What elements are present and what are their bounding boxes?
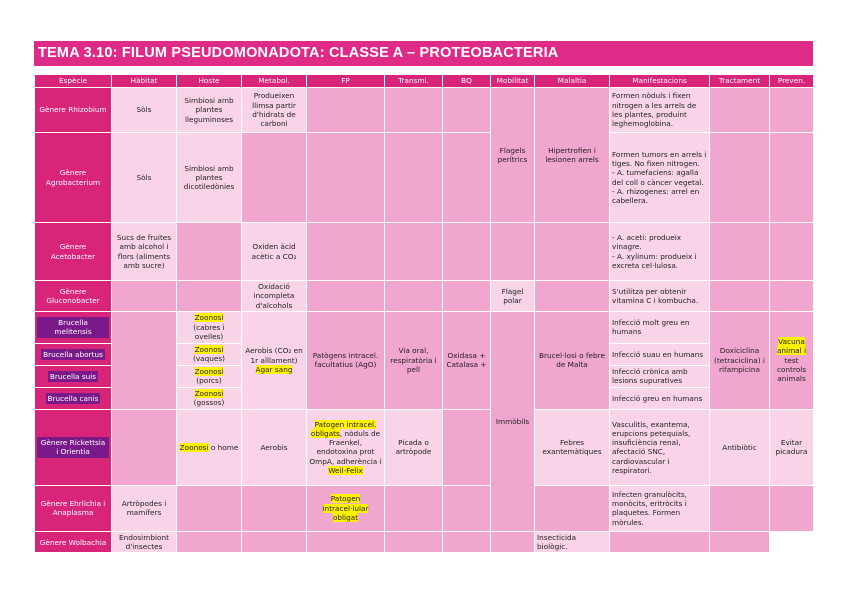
metab-cell: Aerobis	[242, 409, 307, 485]
table-row	[35, 409, 814, 485]
prev-highlight: Vacuna animal i	[776, 337, 807, 356]
host-text: (cabres i ovelles)	[193, 322, 225, 342]
manif-line: Formen tumors en arrels i tiges. No fixen nitrogen.	[612, 149, 707, 168]
host-cell	[177, 409, 242, 485]
table-row	[35, 133, 814, 223]
host-cell	[177, 387, 242, 409]
prev-text: test controls animals	[776, 355, 807, 384]
manif-cell: Vasculitis, exantema, erupcions petequials, insuficiència renal, afectació SNC, cardiovascular i respiratori.	[610, 409, 710, 485]
prev-cell: Evitar picadura	[770, 409, 814, 485]
fp-cell: Patògens intracel. facultatius (AgO)	[307, 311, 385, 409]
manif-cell: Formen nòduls i fixen nitrogen a les arrels de les plantes, produint leghemoglobina.	[610, 88, 710, 133]
habitat-cell: Sucs de fruites amb alcohol i flors (aliments amb sucre)	[112, 223, 177, 281]
table-row	[35, 531, 814, 553]
treat-cell: Doxiciclina (tetraciclina) i rifampicina	[710, 311, 770, 409]
trans-cell: Via oral, respiratòria i pell	[385, 311, 443, 409]
species-cell	[35, 343, 112, 365]
bq-cell: Oxidasa + Catalasa +	[443, 311, 491, 409]
fp-highlight: Patogen intracel·lular obligat	[322, 494, 369, 523]
species-cell: Gènere Wolbachia	[35, 531, 112, 553]
host-text: (vaques)	[192, 354, 226, 364]
host-cell: Simbiosi amb plantes lleguminoses	[177, 88, 242, 133]
zoonosi-highlight: Zoonosi	[194, 367, 224, 377]
header-cell: Malaltia	[535, 75, 610, 88]
manif-cell: Infecten granulòcits, monòcits, eritròcits i plaquetes. Formen mòrules.	[610, 485, 710, 531]
metab-cell: Oxidació incompleta d'alcohols	[242, 281, 307, 312]
metab-cell: Oxiden àcid acètic a CO₂	[242, 223, 307, 281]
manif-line: - A. tumefaciens: agalla del coll o càncer vegetal.	[612, 168, 704, 187]
metab-text: Aerobis (CO₂ en 1r aïllament)	[245, 346, 303, 365]
fp-text: , nòduls de Fraenkel, endotoxina prot OmpA, adherència i	[309, 428, 382, 466]
species-tag: Brucella melitensis	[37, 317, 109, 338]
species-cell: Gènere Rhizobium	[35, 88, 112, 133]
header-cell: Manifestacions	[610, 75, 710, 88]
disease-cell: Febres exantemàtiques	[535, 409, 610, 485]
species-tag: Brucella abortus	[43, 349, 103, 359]
header-cell: Tractament	[710, 75, 770, 88]
metab-cell	[242, 311, 307, 409]
manif-cell: Infecció crònica amb lesions supuratives	[610, 365, 710, 387]
mobility-cell: Flagel polar	[491, 281, 535, 312]
disease-cell: Brucel·losi o febre de Malta	[535, 311, 610, 409]
header-cell: Hoste	[177, 75, 242, 88]
header-cell: Mobilitat	[491, 75, 535, 88]
habitat-cell: Sòls	[112, 133, 177, 223]
table-row	[35, 485, 814, 531]
habitat-cell: Endosimbiont d'insectes	[112, 531, 177, 553]
zoonosi-highlight: Zoonosi	[179, 442, 209, 452]
host-text: o home	[210, 442, 239, 452]
trans-cell: Picada o artròpode	[385, 409, 443, 485]
species-cell	[35, 387, 112, 409]
header-cell: Espècie	[35, 75, 112, 88]
mobility-cell: Flagels perítrics	[491, 88, 535, 223]
species-cell	[35, 365, 112, 387]
species-cell: Gènere Acetobacter	[35, 223, 112, 281]
species-cell	[35, 311, 112, 343]
manif-line: - A. aceti: produeix vinagre.	[612, 232, 682, 252]
species-cell	[35, 409, 112, 485]
manif-cell: Infecció suau en humans	[610, 343, 710, 365]
manif-cell: S'utilitza per obtenir vitamina C i kombucha.	[610, 281, 710, 312]
host-cell	[177, 365, 242, 387]
manif-cell: Infecció molt greu en humans	[610, 311, 710, 343]
species-cell: Gènere Gluconobacter	[35, 281, 112, 312]
header-cell: Transmi.	[385, 75, 443, 88]
header-row	[35, 75, 814, 88]
summary-table	[34, 74, 814, 553]
habitat-cell: Sòls	[112, 88, 177, 133]
habitat-cell: Artròpodes i mamífers	[112, 485, 177, 531]
species-tag: Brucella canis	[47, 393, 99, 403]
host-text: (gossos)	[193, 398, 225, 408]
zoonosi-highlight: Zoonosi	[194, 389, 224, 399]
species-tag: Brucella suis	[49, 371, 97, 381]
metab-cell: Produeixen llimsa partir d'hidrats de carboni	[242, 88, 307, 133]
table-row	[35, 223, 814, 281]
metab-highlight: Agar sang	[255, 365, 293, 375]
zoonosi-highlight: Zoonosi	[194, 313, 224, 323]
host-text: (porcs)	[196, 376, 222, 386]
fp-cell	[307, 409, 385, 485]
prev-cell	[770, 311, 814, 409]
manif-cell: Insecticida biològic.	[535, 531, 610, 553]
mobility-cell: Immòbils	[491, 311, 535, 531]
treat-cell: Antibiòtic	[710, 409, 770, 485]
table-row	[35, 88, 814, 133]
header-cell: Preven.	[770, 75, 814, 88]
page-title: TEMA 3.10: FILUM PSEUDOMONADOTA: CLASSE A – PROTEOBACTERIA	[34, 41, 813, 66]
disease-cell: Hipertrofien i lesionen arrels	[535, 88, 610, 223]
manif-cell	[610, 133, 710, 223]
fp-highlight: Weil-Felix	[328, 465, 363, 475]
header-cell: Metabol.	[242, 75, 307, 88]
manif-cell: Infecció greu en humans	[610, 387, 710, 409]
species-cell: Gènere Agrobacterium	[35, 133, 112, 223]
manif-line: - A. rhizogenes: arrel en cabellera.	[612, 186, 700, 206]
fp-highlight: Patogen intracel. obligats	[310, 419, 377, 438]
table-row	[35, 281, 814, 312]
host-cell	[177, 311, 242, 343]
host-cell: Simbiosi amb plantes dicotiledònies	[177, 133, 242, 223]
header-cell: BQ	[443, 75, 491, 88]
header-cell: FP	[307, 75, 385, 88]
fp-cell	[307, 485, 385, 531]
manif-line: - A. xylinum: produeix i excreta cel·lulosa.	[612, 251, 697, 270]
zoonosi-highlight: Zoonosi	[194, 345, 224, 355]
manif-cell	[610, 223, 710, 281]
species-cell: Gènere Ehrlichia i Anaplasma	[35, 485, 112, 531]
header-cell: Hàbitat	[112, 75, 177, 88]
table-row	[35, 311, 814, 343]
host-cell	[177, 343, 242, 365]
species-tag: Gènere Rickettsia i Orientia	[37, 437, 109, 458]
